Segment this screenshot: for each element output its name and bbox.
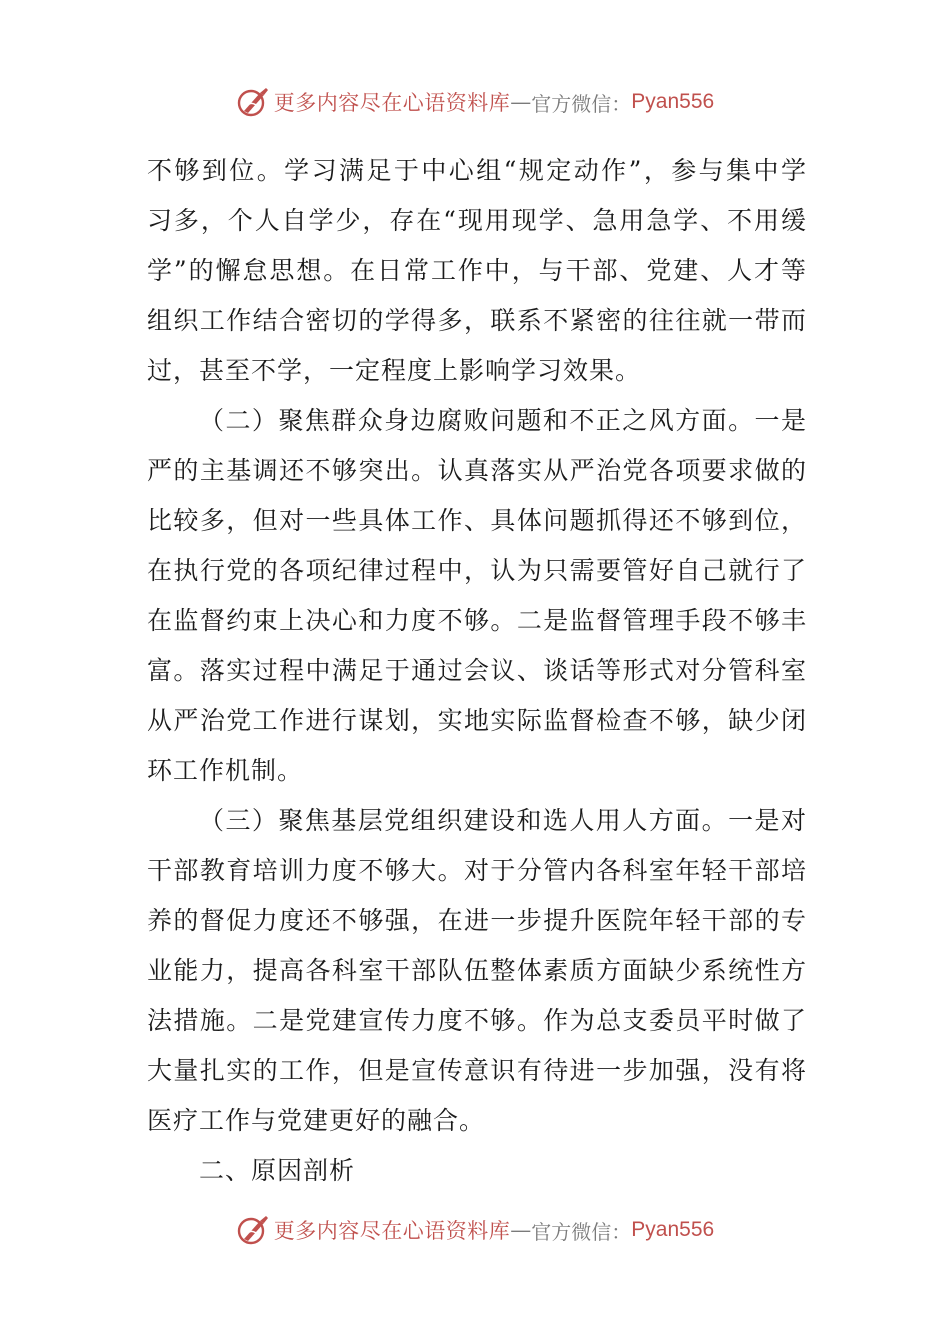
text-line: 习多，个人自学少，存在“现用现学、急用急学、不用缓 — [147, 206, 807, 235]
text-line: 学”的懈怠思想。在日常工作中，与干部、党建、人才等 — [147, 256, 807, 285]
text-line: 从严治党工作进行谋划，实地实际监督检查不够，缺少闭 — [147, 706, 807, 735]
banner-dash: — — [510, 90, 532, 114]
text-line: 组织工作结合密切的学得多，联系不紧密的往往就一带而 — [147, 306, 807, 335]
text-line: 严的主基调还不够突出。认真落实从严治党各项要求做的 — [147, 456, 807, 485]
text-line: 不够到位。学习满足于中心组“规定动作”，参与集中学 — [147, 156, 807, 185]
banner-wechat-label: 官方微信： — [531, 91, 632, 116]
text-line: 干部教育培训力度不够大。对于分管内各科室年轻干部培 — [147, 856, 807, 885]
footer-watermark-banner — [0, 1208, 950, 1252]
text-line: 养的督促力度还不够强，在进一步提升医院年轻干部的专 — [147, 906, 807, 935]
paragraph-1 — [147, 146, 807, 396]
pen-seal-logo-icon — [236, 85, 270, 119]
document-body — [147, 146, 807, 1196]
text-line: 在执行党的各项纪律过程中，认为只需要管好自己就行了 — [147, 556, 807, 585]
pen-seal-logo-icon — [236, 1213, 270, 1247]
header-watermark-banner — [0, 80, 950, 124]
text-line: 过，甚至不学，一定程度上影响学习效果。 — [147, 356, 642, 385]
text-line: 在监督约束上决心和力度不够。二是监督管理手段不够丰 — [147, 606, 807, 635]
banner-wechat-id: Pyan556 — [631, 1218, 715, 1241]
text-line: 比较多，但对一些具体工作、具体问题抓得还不够到位， — [147, 506, 807, 535]
banner-dash: — — [510, 1218, 532, 1242]
text-line: 医疗工作与党建更好的融合。 — [147, 1106, 486, 1135]
text-line: （三）聚焦基层党组织建设和选人用人方面。一是对 — [199, 806, 807, 835]
text-line: 大量扎实的工作，但是宣传意识有待进一步加强，没有将 — [147, 1056, 807, 1085]
section-heading: 二、原因剖析 — [199, 1156, 356, 1185]
text-line: 环工作机制。 — [147, 756, 304, 785]
text-line: （二）聚焦群众身边腐败问题和不正之风方面。一是 — [199, 406, 807, 435]
banner-wechat-id: Pyan556 — [631, 90, 715, 113]
banner-brand-text: 更多内容尽在心语资料库 — [273, 1219, 511, 1243]
paragraph-3 — [147, 796, 807, 1146]
text-line: 富。落实过程中满足于通过会议、谈话等形式对分管科室 — [147, 656, 807, 685]
paragraph-2 — [147, 396, 807, 796]
banner-brand-text: 更多内容尽在心语资料库 — [273, 91, 511, 115]
text-line: 法措施。二是党建宣传力度不够。作为总支委员平时做了 — [147, 1006, 807, 1035]
text-line: 业能力，提高各科室干部队伍整体素质方面缺少系统性方 — [147, 956, 807, 985]
banner-wechat-label: 官方微信： — [531, 1219, 632, 1244]
